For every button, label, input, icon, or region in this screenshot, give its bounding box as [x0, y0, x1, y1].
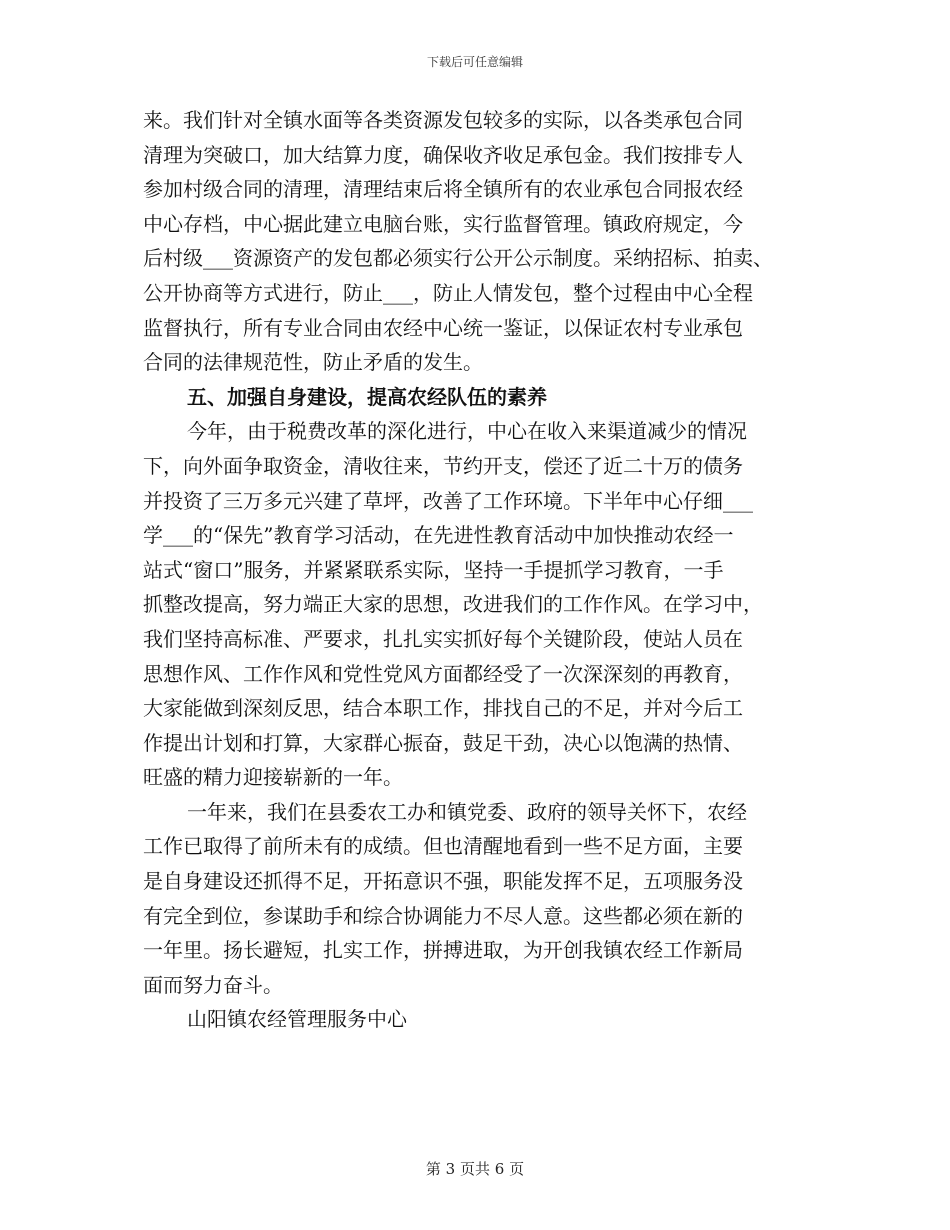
- text-line: 面而努力奋斗。: [143, 972, 283, 997]
- text-line: 我们坚持高标准、严要求，扎扎实实抓好每个关键阶段，使站人员在: [143, 626, 743, 651]
- text-line: 清理为突破口，加大结算力度，确保收齐收足承包金。我们按排专人: [143, 142, 743, 167]
- text-line: 并投资了三万多元兴建了草坪，改善了工作环境。下半年中心仔细___: [143, 488, 753, 513]
- text-line: 下，向外面争取资金，清收往来，节约开支，偿还了近二十万的债务: [143, 453, 743, 478]
- text-line: 有完全到位，参谋助手和综合协调能力不尽人意。这些都必须在新的: [143, 903, 743, 928]
- page-header: 下载后可任意编辑: [426, 55, 523, 69]
- text-line: 一年来，我们在县委农工办和镇党委、政府的领导关怀下，农经: [187, 799, 747, 824]
- text-line: 一年里。扬长避短，扎实工作，拼搏进取，为开创我镇农经工作新局: [143, 938, 743, 963]
- signature-line: 山阳镇农经管理服务中心: [187, 1007, 407, 1032]
- text-line: 站式“窗口”服务，并紧紧联系实际，坚持一手提抓学习教育，一手: [143, 557, 724, 582]
- text-line: 是自身建设还抓得不足，开拓意识不强，职能发挥不足，五项服务没: [143, 869, 743, 894]
- document-body: [143, 103, 833, 1037]
- text-line: 合同的法律规范性，防止矛盾的发生。: [143, 350, 483, 375]
- text-line: 后村级___资源资产的发包都必须实行公开公示制度。采纳招标、拍卖、: [143, 246, 773, 271]
- text-line: 学___的“保先”教育学习活动，在先进性教育活动中加快推动农经一: [143, 523, 734, 548]
- text-line: 思想作风、工作作风和党性党风方面都经受了一次深深刻的再教育，: [143, 661, 743, 686]
- text-line: 今年，由于税费改革的深化进行，中心在收入来渠道减少的情况: [187, 419, 747, 444]
- text-line: 作提出计划和打算，大家群心振奋，鼓足干劲，决心以饱满的热情、: [143, 730, 743, 755]
- text-line: 工作已取得了前所未有的成绩。但也清醒地看到一些不足方面，主要: [143, 834, 743, 859]
- page-number: 第 3 页共 6 页: [425, 1160, 525, 1178]
- text-line: 大家能做到深刻反思，结合本职工作，排找自己的不足，并对今后工: [143, 696, 743, 721]
- text-line: 抓整改提高，努力端正大家的思想，改进我们的工作作风。在学习中，: [143, 592, 763, 617]
- text-line: 监督执行，所有专业合同由农经中心统一鉴证，以保证农村专业承包: [143, 315, 743, 340]
- text-line: 中心存档，中心据此建立电脑台账，实行监督管理。镇政府规定，今: [143, 211, 743, 236]
- text-line: 公开协商等方式进行，防止___，防止人情发包，整个过程由中心全程: [143, 280, 753, 305]
- section-heading: 五、加强自身建设，提高农经队伍的素养: [187, 384, 547, 409]
- text-line: 参加村级合同的清理，清理结束后将全镇所有的农业承包合同报农经: [143, 177, 743, 202]
- text-line: 旺盛的精力迎接崭新的一年。: [143, 765, 403, 790]
- text-line: 来。我们针对全镇水面等各类资源发包较多的实际，以各类承包合同: [143, 108, 743, 132]
